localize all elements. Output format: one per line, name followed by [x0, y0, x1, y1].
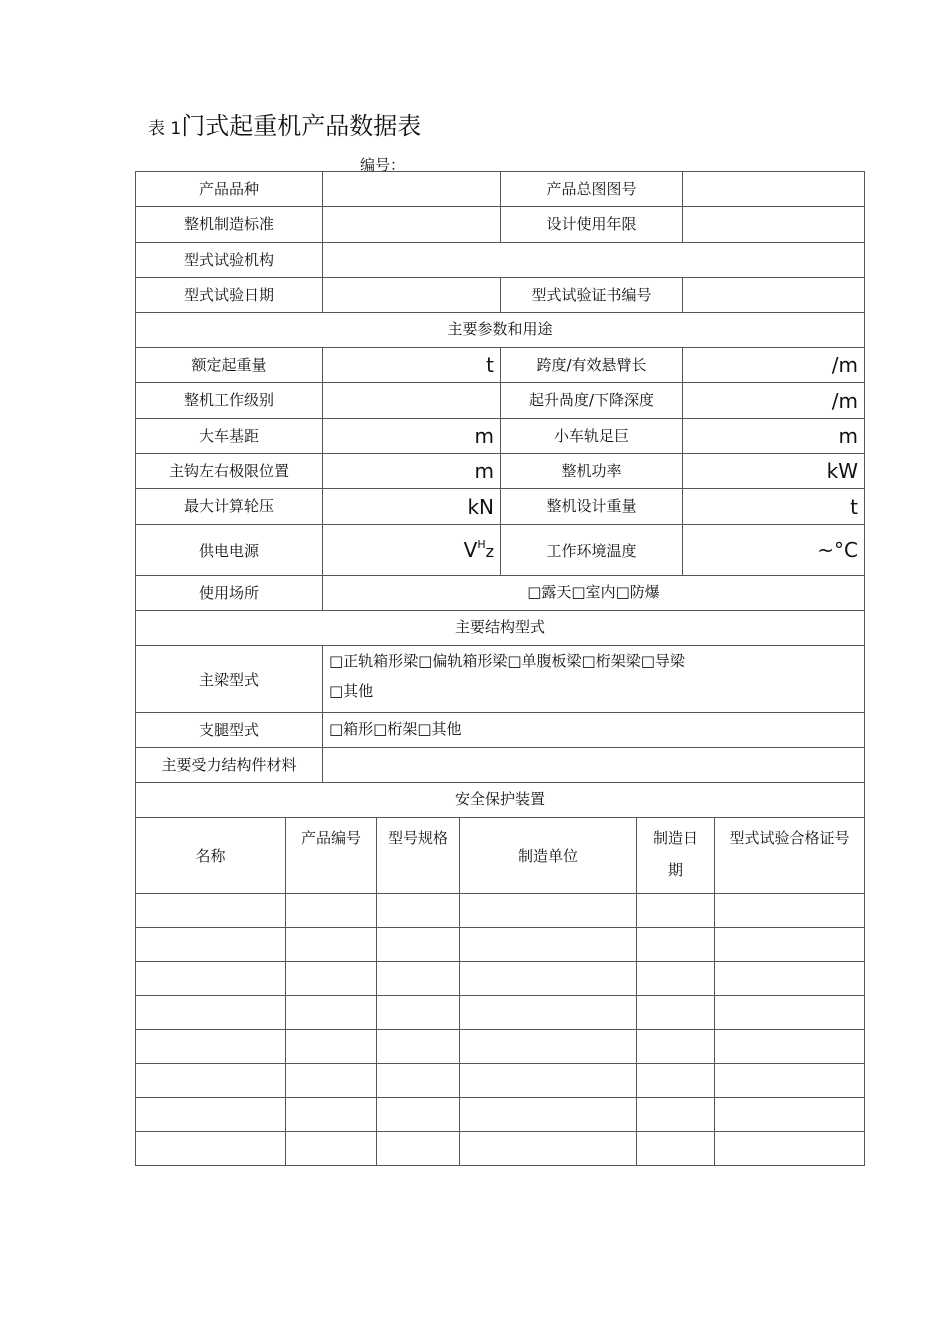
cell[interactable]: [136, 996, 286, 1030]
document-title: [148, 106, 421, 141]
cell[interactable]: [715, 928, 865, 962]
cell[interactable]: [460, 928, 637, 962]
cell[interactable]: [377, 1030, 460, 1064]
field-design-life[interactable]: [683, 207, 865, 243]
table-row: [136, 996, 865, 1030]
field-hook-limit[interactable]: m: [323, 454, 501, 489]
label-leg-type: 支腿型式: [136, 713, 323, 748]
product-data-form: [135, 171, 865, 818]
cell[interactable]: [286, 894, 377, 928]
cell[interactable]: [136, 928, 286, 962]
label-span: 跨度/有效悬臂长: [501, 348, 683, 383]
label-max-wheel-load: 最大计算轮压: [136, 489, 323, 525]
girder-options-line2: □其他: [329, 682, 374, 700]
cell[interactable]: [637, 894, 715, 928]
label-product-type: 产品品种: [136, 172, 323, 207]
cell[interactable]: [377, 1132, 460, 1166]
field-lift-height[interactable]: /m: [683, 383, 865, 419]
table-row: [136, 1098, 865, 1132]
cell[interactable]: [377, 894, 460, 928]
field-trolley-base[interactable]: m: [323, 419, 501, 454]
cell[interactable]: [715, 894, 865, 928]
field-type-test-date[interactable]: [323, 278, 501, 313]
label-design-life: 设计使用年限: [501, 207, 683, 243]
cell[interactable]: [136, 962, 286, 996]
header-type-test-cert: 型式试验合格证号: [715, 818, 865, 894]
label-design-weight: 整机设计重量: [501, 489, 683, 525]
section-structure: 主要结构型式: [136, 611, 865, 646]
header-mfg-date-line1: 制造日: [652, 829, 698, 847]
header-model-spec: 型号规格: [377, 818, 460, 894]
cell[interactable]: [377, 962, 460, 996]
cell[interactable]: [460, 1064, 637, 1098]
header-name: 名称: [136, 818, 286, 894]
field-general-drawing-no[interactable]: [683, 172, 865, 207]
field-design-weight[interactable]: t: [683, 489, 865, 525]
field-type-test-cert-no[interactable]: [683, 278, 865, 313]
label-power-supply: 供电电源: [136, 525, 323, 576]
table-row: [136, 894, 865, 928]
cell[interactable]: [136, 1064, 286, 1098]
cell[interactable]: [286, 928, 377, 962]
cell[interactable]: [136, 1030, 286, 1064]
label-girder-type: 主梁型式: [136, 646, 323, 713]
label-type-test-institution: 型式试验机构: [136, 243, 323, 278]
girder-options[interactable]: [323, 646, 865, 713]
field-work-class[interactable]: [323, 383, 501, 419]
title-main: 门式起重机产品数据表: [181, 112, 422, 140]
cell[interactable]: [377, 996, 460, 1030]
field-ambient-temp[interactable]: ~°C: [683, 525, 865, 576]
cell[interactable]: [715, 1064, 865, 1098]
cell[interactable]: [715, 1030, 865, 1064]
cell[interactable]: [460, 1030, 637, 1064]
label-hook-limit: 主钩左右极限位置: [136, 454, 323, 489]
leg-options[interactable]: □箱形□桁架□其他: [323, 713, 865, 748]
cell[interactable]: [715, 962, 865, 996]
power-supply-unit-v: V: [463, 538, 478, 562]
table-row: [136, 928, 865, 962]
field-product-type[interactable]: [323, 172, 501, 207]
cell[interactable]: [715, 1132, 865, 1166]
usage-site-options[interactable]: □露天□室内□防爆: [323, 576, 865, 611]
label-power: 整机功率: [501, 454, 683, 489]
label-crab-gauge: 小车轨足巨: [501, 419, 683, 454]
cell[interactable]: [637, 962, 715, 996]
label-ambient-temp: 工作环境温度: [501, 525, 683, 576]
cell[interactable]: [637, 1030, 715, 1064]
field-main-material[interactable]: [323, 748, 865, 783]
safety-devices-table: [135, 817, 865, 1166]
cell[interactable]: [637, 1064, 715, 1098]
label-manufacturing-standard: 整机制造标准: [136, 207, 323, 243]
power-supply-unit-z: z: [485, 542, 494, 561]
cell[interactable]: [286, 1030, 377, 1064]
field-span[interactable]: /m: [683, 348, 865, 383]
label-trolley-base: 大车基距: [136, 419, 323, 454]
label-work-class: 整机工作级别: [136, 383, 323, 419]
cell[interactable]: [286, 1064, 377, 1098]
table-row: [136, 1030, 865, 1064]
label-general-drawing-no: 产品总图图号: [501, 172, 683, 207]
label-usage-site: 使用场所: [136, 576, 323, 611]
cell[interactable]: [460, 894, 637, 928]
cell[interactable]: [286, 996, 377, 1030]
cell[interactable]: [460, 1098, 637, 1132]
cell[interactable]: [637, 928, 715, 962]
label-rated-capacity: 额定起重量: [136, 348, 323, 383]
cell[interactable]: [136, 1132, 286, 1166]
cell[interactable]: [286, 962, 377, 996]
cell[interactable]: [136, 1098, 286, 1132]
cell[interactable]: [377, 1064, 460, 1098]
cell[interactable]: [286, 1098, 377, 1132]
table-row: [136, 962, 865, 996]
cell[interactable]: [637, 1132, 715, 1166]
section-safety: 安全保护装置: [136, 783, 865, 818]
field-manufacturing-standard[interactable]: [323, 207, 501, 243]
cell[interactable]: [715, 996, 865, 1030]
cell[interactable]: [637, 1098, 715, 1132]
cell[interactable]: [286, 1132, 377, 1166]
label-lift-height: 起升咼度/下降深度: [501, 383, 683, 419]
header-manufacturer: 制造单位: [460, 818, 637, 894]
field-power[interactable]: kW: [683, 454, 865, 489]
cell[interactable]: [460, 962, 637, 996]
label-type-test-cert-no: 型式试验证书编号: [501, 278, 683, 313]
power-supply-unit-h: H: [477, 538, 486, 551]
field-power-supply[interactable]: [323, 525, 501, 576]
section-main-params: 主要参数和用途: [136, 313, 865, 348]
field-type-test-institution[interactable]: [323, 243, 865, 278]
cell[interactable]: [715, 1098, 865, 1132]
cell[interactable]: [377, 1098, 460, 1132]
cell[interactable]: [460, 996, 637, 1030]
table-row: [136, 1064, 865, 1098]
label-main-material: 主要受力结构件材料: [136, 748, 323, 783]
label-type-test-date: 型式试验日期: [136, 278, 323, 313]
girder-options-line1: □正轨箱形梁□偏轨箱形梁□单腹板梁□桁架梁□导梁: [329, 652, 685, 670]
header-mfg-date-line2: 期: [667, 861, 683, 879]
field-crab-gauge[interactable]: m: [683, 419, 865, 454]
cell[interactable]: [136, 894, 286, 928]
cell[interactable]: [377, 928, 460, 962]
field-rated-capacity[interactable]: t: [323, 348, 501, 383]
cell[interactable]: [460, 1132, 637, 1166]
header-product-no: 产品编号: [286, 818, 377, 894]
header-mfg-date: [637, 818, 715, 894]
title-prefix: 表 1: [148, 119, 182, 139]
field-max-wheel-load[interactable]: kN: [323, 489, 501, 525]
cell[interactable]: [637, 996, 715, 1030]
table-row: [136, 1132, 865, 1166]
doc-number-label: 编号：: [360, 156, 406, 174]
